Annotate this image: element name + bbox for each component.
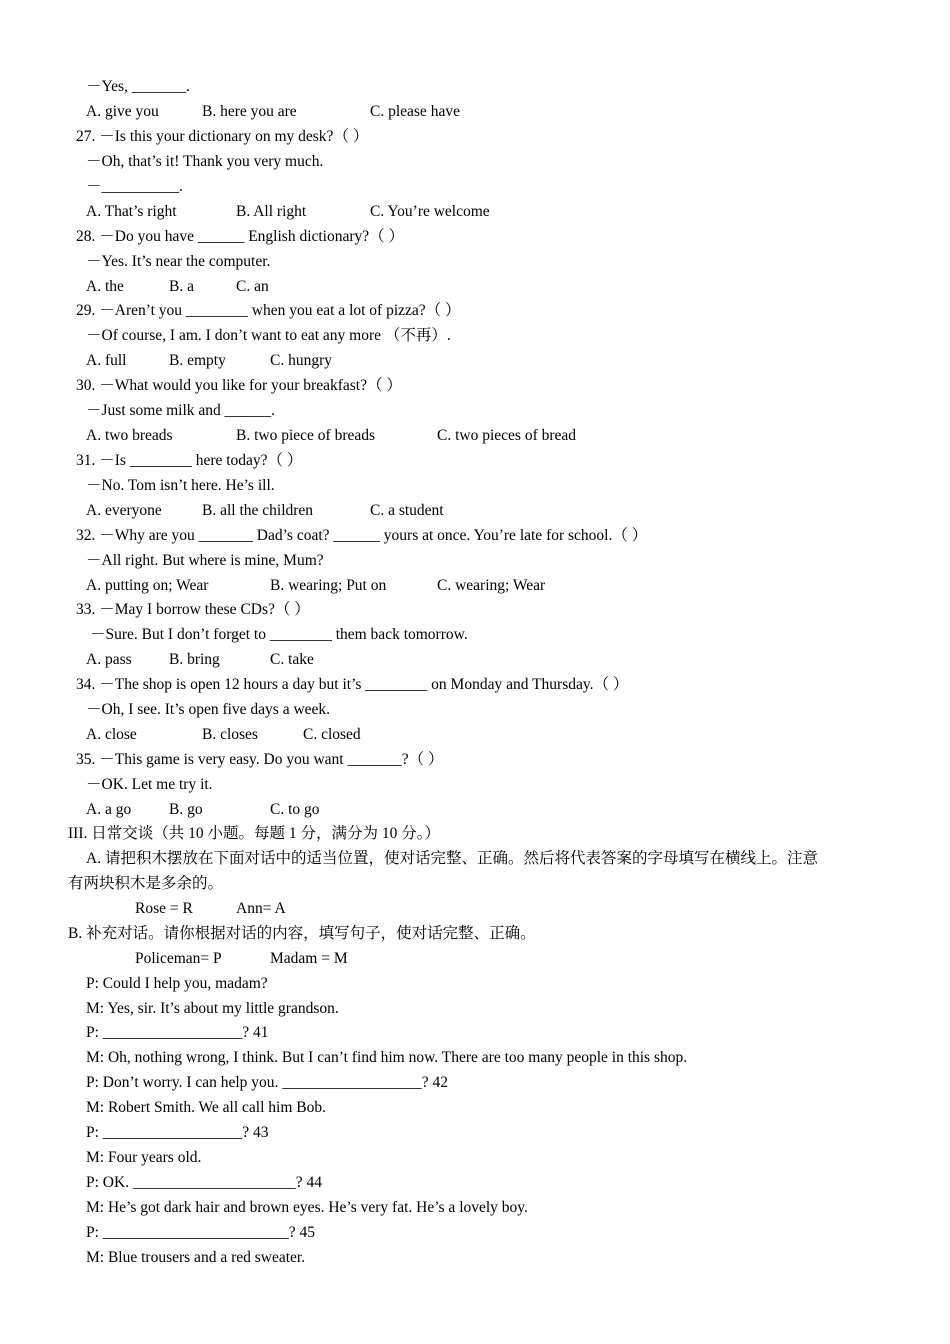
q31-question: 31. －Is ________ here today?（ ） xyxy=(76,452,303,469)
q34-reply: －Oh, I see. It’s open five days a week. xyxy=(86,701,331,718)
dialogue-line: P: Could I help you, madam? xyxy=(86,975,268,992)
section3-partA-instruction-1: A. 请把积木摆放在下面对话中的适当位置，使对话完整、正确。然后将代表答案的字母填写在横线上。注意 xyxy=(86,850,818,867)
q33-question: 33. －May I borrow these CDs?（ ） xyxy=(76,601,310,618)
section3-partA-instruction-2: 有两块积木是多余的。 xyxy=(68,875,224,892)
q35-option-b: B. go xyxy=(169,801,203,818)
dialogue-line: P: ________________________? 45 xyxy=(86,1224,316,1241)
q28-option-a: A. the xyxy=(86,278,124,295)
q27-options xyxy=(0,202,950,222)
q33-option-c: C. take xyxy=(270,651,314,668)
q33-options xyxy=(0,650,950,670)
q30-option-c: C. two pieces of bread xyxy=(437,427,577,444)
section3-heading: III. 日常交谈（共 10 小题。每题 1 分，满分为 10 分。） xyxy=(68,825,440,842)
dialogue-line: M: Robert Smith. We all call him Bob. xyxy=(86,1099,326,1116)
q34-options xyxy=(0,725,950,745)
q28-option-b: B. a xyxy=(169,278,194,295)
q33-option-b: B. bring xyxy=(169,651,220,668)
q29-options xyxy=(0,351,950,371)
q26-option-b: B. here you are xyxy=(202,103,297,120)
q28-reply: －Yes. It’s near the computer. xyxy=(86,253,271,270)
q29-option-a: A. full xyxy=(86,352,127,369)
q35-option-c: C. to go xyxy=(270,801,320,818)
q31-option-a: A. everyone xyxy=(86,502,162,519)
dialogue-line: P: Don’t worry. I can help you. __________________? 42 xyxy=(86,1074,449,1091)
q32-option-b: B. wearing; Put on xyxy=(270,577,387,594)
dialogue-line: M: Four years old. xyxy=(86,1149,202,1166)
q28-question: 28. －Do you have ______ English dictionary?（ ） xyxy=(76,228,405,245)
q28-option-c: C. an xyxy=(236,278,269,295)
q33-option-a: A. pass xyxy=(86,651,132,668)
q30-question: 30. －What would you like for your breakfast?（ ） xyxy=(76,377,402,394)
q29-option-b: B. empty xyxy=(169,352,226,369)
dialogue-line: P: __________________? 41 xyxy=(86,1024,269,1041)
q26-option-a: A. give you xyxy=(86,103,159,120)
q30-reply: －Just some milk and ______. xyxy=(86,402,276,419)
q33-reply: －Sure. But I don’t forget to ________ them back tomorrow. xyxy=(90,626,468,643)
dialogue-line: P: __________________? 43 xyxy=(86,1124,269,1141)
q35-question: 35. －This game is very easy. Do you want _______?（ ） xyxy=(76,751,444,768)
section3-partB-roles xyxy=(0,949,950,969)
q29-option-c: C. hungry xyxy=(270,352,332,369)
dialogue-line: M: He’s got dark hair and brown eyes. He’s very fat. He’s a lovely boy. xyxy=(86,1199,528,1216)
q32-reply: －All right. But where is mine, Mum? xyxy=(86,552,324,569)
role-madam: Madam = M xyxy=(270,950,348,967)
q31-reply: －No. Tom isn’t here. He’s ill. xyxy=(86,477,275,494)
q26-answer-line: －Yes, _______. xyxy=(86,78,190,95)
q26-option-c: C. please have xyxy=(370,103,460,120)
q30-option-a: A. two breads xyxy=(86,427,173,444)
dialogue-line: P: OK. _____________________? 44 xyxy=(86,1174,322,1191)
q34-question: 34. －The shop is open 12 hours a day but it’s ________ on Monday and Thursday.（ ） xyxy=(76,676,629,693)
q30-option-b: B. two piece of breads xyxy=(236,427,376,444)
q32-options xyxy=(0,576,950,596)
q32-question: 32. －Why are you _______ Dad’s coat? ______ yours at once. You’re late for school.（ ） xyxy=(76,527,648,544)
q34-option-a: A. close xyxy=(86,726,137,743)
q35-option-a: A. a go xyxy=(86,801,132,818)
q29-reply: －Of course, I am. I don’t want to eat any more （不再）. xyxy=(86,327,451,344)
q27-reply: －Oh, that’s it! Thank you very much. xyxy=(86,153,324,170)
q27-option-c: C. You’re welcome xyxy=(370,203,490,220)
q34-option-b: B. closes xyxy=(202,726,258,743)
q32-option-c: C. wearing; Wear xyxy=(437,577,546,594)
q31-option-b: B. all the children xyxy=(202,502,314,519)
q27-option-b: B. All right xyxy=(236,203,307,220)
dialogue-line: M: Oh, nothing wrong, I think. But I can’t find him now. There are too many people in this shop. xyxy=(86,1049,688,1066)
q27-option-a: A. That’s right xyxy=(86,203,177,220)
q35-options xyxy=(0,800,950,820)
q30-options xyxy=(0,426,950,446)
role-ann: Ann= A xyxy=(236,900,286,917)
section3-partA-roles xyxy=(0,899,950,919)
q31-options xyxy=(0,501,950,521)
dialogue-line: M: Yes, sir. It’s about my little grandson. xyxy=(86,1000,339,1017)
q31-option-c: C. a student xyxy=(370,502,444,519)
q29-question: 29. －Aren’t you ________ when you eat a lot of pizza?（ ） xyxy=(76,302,461,319)
q26-options xyxy=(0,102,950,122)
dialogue-line: M: Blue trousers and a red sweater. xyxy=(86,1249,306,1266)
role-rose: Rose = R xyxy=(135,900,193,917)
q27-blank: －__________. xyxy=(86,178,183,195)
section3-partB-heading: B. 补充对话。请你根据对话的内容，填写句子，使对话完整、正确。 xyxy=(68,925,536,942)
q34-option-c: C. closed xyxy=(303,726,361,743)
q32-option-a: A. putting on; Wear xyxy=(86,577,209,594)
role-policeman: Policeman= P xyxy=(135,950,222,967)
q35-reply: －OK. Let me try it. xyxy=(86,776,213,793)
q27-question: 27. －Is this your dictionary on my desk?（ ） xyxy=(76,128,369,145)
q28-options xyxy=(0,277,950,297)
